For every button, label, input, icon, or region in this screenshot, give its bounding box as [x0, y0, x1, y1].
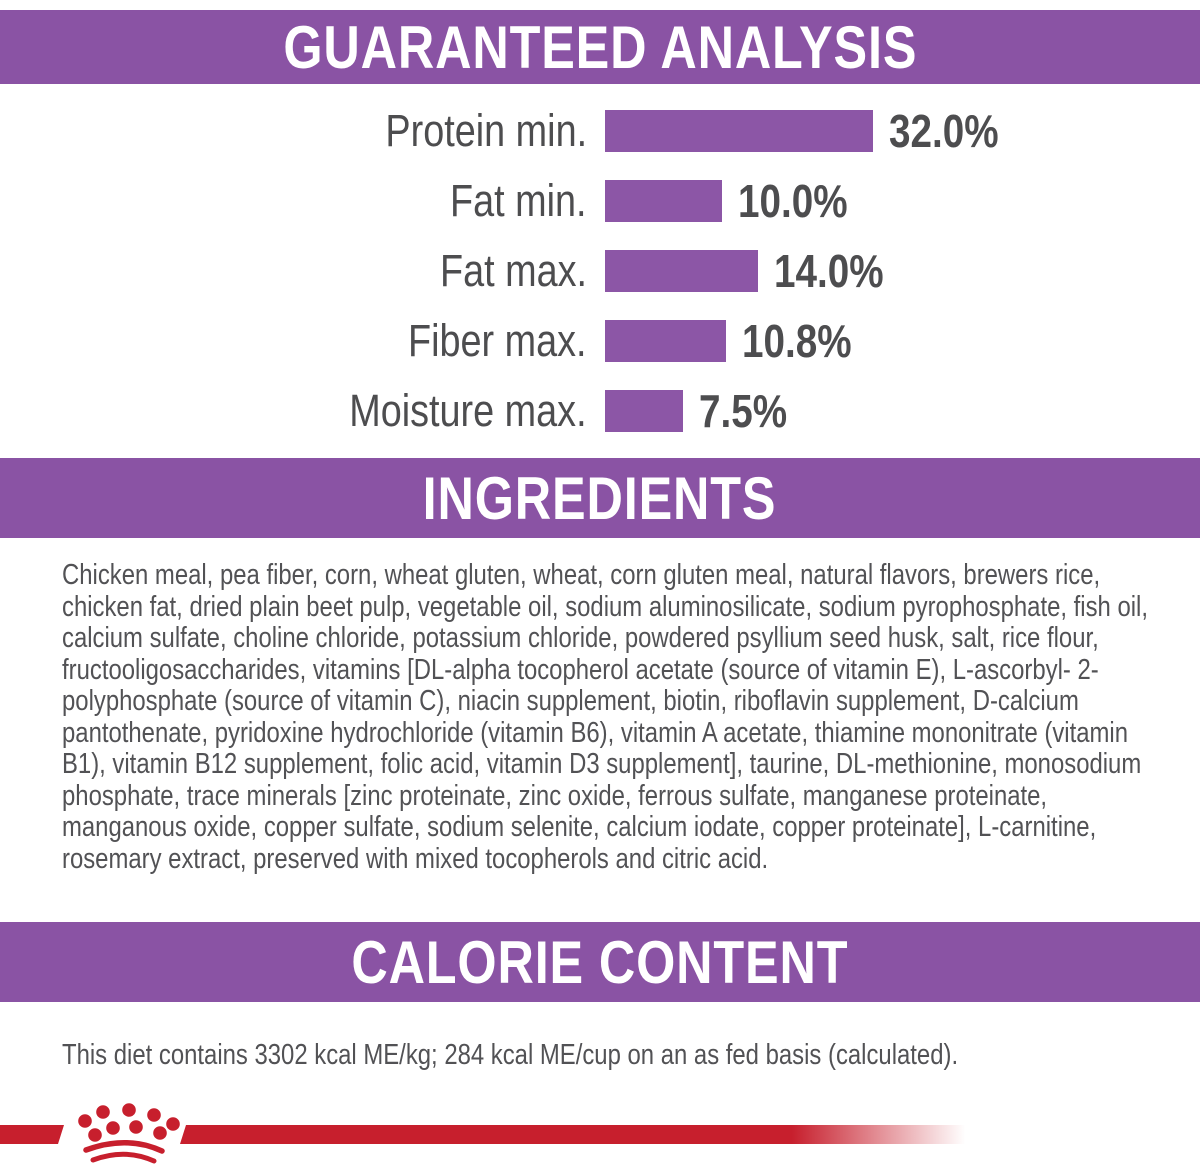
ingredients-paragraph: Chicken meal, pea fiber, corn, wheat gluten, wheat, corn gluten meal, natural flavors, brewers rice, chicken fat, dried plain beet pulp, vegetable oil, sodium aluminosilicate, sodium pyrophosphate, fish oil, calcium sulfate, choline chloride, potassium chloride, powdered psyllium seed husk, salt, rice flour, fructooligosaccharides, vitamins [DL-alpha tocopherol acetate (source of vitamin E), L-ascorbyl- 2-polyphosphate (source of vitamin C), niacin supplement, biotin, riboflavin supplement, D-calcium pantothenate, pyridoxine hydrochloride (vitamin B6), vitamin A acetate, thiamine mononitrate (vitamin B1), vitamin B12 supplement, folic acid, vitamin D3 supplement], taurine, DL-methionine, monosodium phosphate, trace minerals [zinc proteinate, zinc oxide, ferrous sulfate, manganese proteinate, manganous oxide, copper sulfate, sodium selenite, calcium iodate, copper proteinate], L-carnitine, rosemary extract, preserved with mixed tocopherols and citric acid. — [62, 559, 1148, 875]
chart-row-value: 10.0% — [738, 175, 848, 227]
chart-bar — [605, 320, 726, 362]
chart-label-cell — [0, 105, 587, 157]
chart-row-fat-max — [0, 236, 1200, 306]
chart-row-label: Fat min. — [450, 175, 587, 226]
chart-label-cell — [0, 315, 587, 367]
guaranteed-analysis-title: GUARANTEED ANALYSIS — [283, 13, 917, 81]
guaranteed-analysis-header-band — [0, 10, 1200, 84]
chart-row-fat-min — [0, 166, 1200, 236]
chart-row-label: Fat max. — [439, 245, 587, 296]
chart-bar — [605, 250, 758, 292]
red-ribbon-left — [0, 1125, 64, 1144]
chart-row-label: Fiber max. — [408, 315, 587, 366]
calorie-content-header-band — [0, 922, 1200, 1002]
chart-row-protein — [0, 96, 1200, 166]
chart-label-cell — [0, 385, 587, 437]
chart-label-cell — [0, 245, 587, 297]
chart-row-value: 7.5% — [699, 385, 788, 437]
royal-canin-crown-icon — [56, 1100, 184, 1166]
chart-row-value: 14.0% — [774, 245, 884, 297]
chart-row-value: 10.8% — [742, 315, 852, 367]
chart-row-label: Moisture max. — [349, 385, 587, 436]
calorie-content-title: CALORIE CONTENT — [351, 928, 849, 996]
chart-row-label: Protein min. — [385, 105, 587, 156]
chart-row-value: 32.0% — [889, 105, 999, 157]
calorie-content-paragraph: This diet contains 3302 kcal ME/kg; 284 kcal ME/cup on an as fed basis (calculated). — [62, 1039, 959, 1071]
chart-bar — [605, 390, 683, 432]
ingredients-title: INGREDIENTS — [423, 464, 777, 532]
red-ribbon-right — [180, 1125, 1200, 1144]
ingredients-header-band — [0, 458, 1200, 538]
guaranteed-analysis-chart — [0, 96, 1200, 446]
chart-bar — [605, 180, 722, 222]
chart-bar — [605, 110, 873, 152]
chart-row-fiber-max — [0, 306, 1200, 376]
chart-label-cell — [0, 175, 587, 227]
chart-row-moisture-max — [0, 376, 1200, 446]
